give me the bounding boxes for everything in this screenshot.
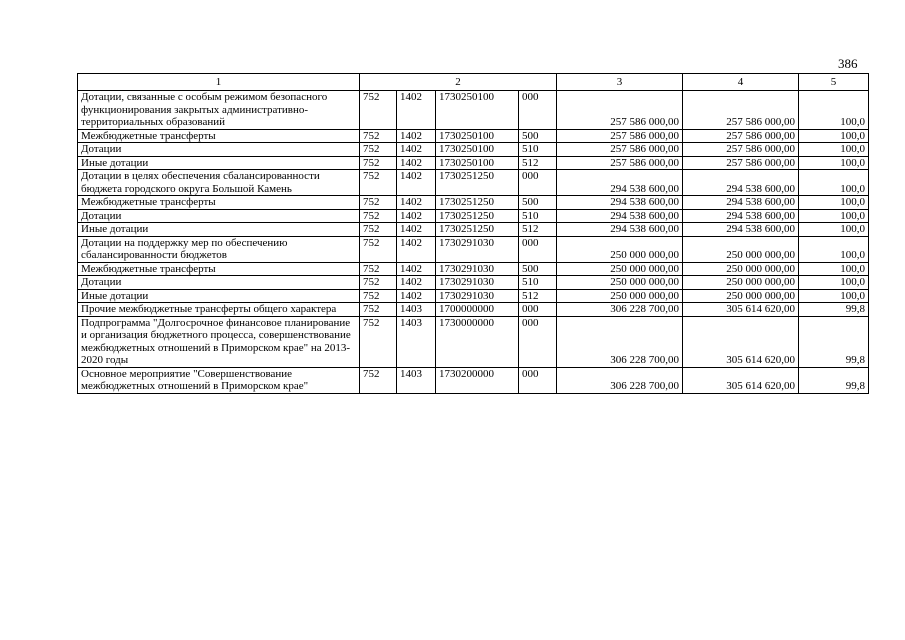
- cell-ved: 752: [360, 209, 397, 223]
- cell-percent: 100,0: [799, 170, 869, 196]
- cell-actual: 250 000 000,00: [683, 236, 799, 262]
- cell-rzpr: 1402: [397, 129, 436, 143]
- cell-plan: 294 538 600,00: [557, 209, 683, 223]
- table-row: [78, 236, 869, 262]
- cell-csr: 1730251250: [436, 209, 519, 223]
- cell-rzpr: 1403: [397, 367, 436, 393]
- cell-vr: 500: [519, 129, 557, 143]
- cell-plan: 250 000 000,00: [557, 289, 683, 303]
- cell-vr: 500: [519, 262, 557, 276]
- table-row: [78, 170, 869, 196]
- cell-percent: 99,8: [799, 316, 869, 367]
- cell-actual: 250 000 000,00: [683, 289, 799, 303]
- cell-percent: 100,0: [799, 143, 869, 157]
- cell-name: Дотации на поддержку мер по обеспечению сбалансированности бюджетов: [78, 236, 360, 262]
- table-body: [78, 74, 869, 394]
- cell-rzpr: 1403: [397, 316, 436, 367]
- cell-rzpr: 1402: [397, 236, 436, 262]
- cell-percent: 100,0: [799, 223, 869, 237]
- cell-csr: 1730250100: [436, 156, 519, 170]
- cell-plan: 250 000 000,00: [557, 236, 683, 262]
- cell-rzpr: 1402: [397, 196, 436, 210]
- cell-vr: 510: [519, 143, 557, 157]
- cell-percent: 100,0: [799, 276, 869, 290]
- table-row: [78, 209, 869, 223]
- cell-name: Дотации: [78, 276, 360, 290]
- cell-actual: 294 538 600,00: [683, 209, 799, 223]
- cell-actual: 257 586 000,00: [683, 91, 799, 130]
- column-header-4: 4: [683, 74, 799, 91]
- cell-actual: 305 614 620,00: [683, 367, 799, 393]
- cell-plan: 294 538 600,00: [557, 223, 683, 237]
- table-row: [78, 129, 869, 143]
- cell-actual: 250 000 000,00: [683, 276, 799, 290]
- cell-csr: 1730250100: [436, 129, 519, 143]
- cell-ved: 752: [360, 316, 397, 367]
- cell-actual: 305 614 620,00: [683, 316, 799, 367]
- cell-vr: 000: [519, 236, 557, 262]
- cell-vr: 000: [519, 303, 557, 317]
- table-row: [78, 262, 869, 276]
- cell-actual: 294 538 600,00: [683, 223, 799, 237]
- cell-rzpr: 1402: [397, 289, 436, 303]
- cell-plan: 306 228 700,00: [557, 316, 683, 367]
- cell-plan: 306 228 700,00: [557, 303, 683, 317]
- cell-name: Межбюджетные трансферты: [78, 196, 360, 210]
- cell-vr: 512: [519, 156, 557, 170]
- cell-csr: 1730291030: [436, 289, 519, 303]
- cell-actual: 257 586 000,00: [683, 156, 799, 170]
- cell-ved: 752: [360, 367, 397, 393]
- cell-ved: 752: [360, 236, 397, 262]
- cell-name: Иные дотации: [78, 156, 360, 170]
- cell-ved: 752: [360, 276, 397, 290]
- table-row: [78, 289, 869, 303]
- cell-ved: 752: [360, 156, 397, 170]
- cell-vr: 000: [519, 170, 557, 196]
- cell-percent: 99,8: [799, 367, 869, 393]
- cell-rzpr: 1402: [397, 209, 436, 223]
- cell-rzpr: 1402: [397, 156, 436, 170]
- cell-actual: 250 000 000,00: [683, 262, 799, 276]
- cell-vr: 512: [519, 223, 557, 237]
- cell-name: Межбюджетные трансферты: [78, 129, 360, 143]
- cell-rzpr: 1402: [397, 91, 436, 130]
- cell-csr: 1700000000: [436, 303, 519, 317]
- cell-plan: 257 586 000,00: [557, 143, 683, 157]
- cell-name: Основное мероприятие "Совершенствование межбюджетных отношений в Приморском крае": [78, 367, 360, 393]
- cell-rzpr: 1402: [397, 262, 436, 276]
- cell-rzpr: 1402: [397, 223, 436, 237]
- cell-vr: 510: [519, 276, 557, 290]
- cell-name: Дотации, связанные с особым режимом безопасного функционирования закрытых административно-территориальных образований: [78, 91, 360, 130]
- cell-vr: 512: [519, 289, 557, 303]
- cell-name: Подпрограмма "Долгосрочное финансовое планирование и организация бюджетного процесса, совершенствование межбюджетных отношений в Приморском крае" на 2013-2020 годы: [78, 316, 360, 367]
- cell-vr: 500: [519, 196, 557, 210]
- cell-name: Иные дотации: [78, 223, 360, 237]
- cell-plan: 306 228 700,00: [557, 367, 683, 393]
- header-row: [78, 74, 869, 91]
- cell-ved: 752: [360, 303, 397, 317]
- cell-vr: 000: [519, 91, 557, 130]
- cell-percent: 100,0: [799, 129, 869, 143]
- cell-plan: 257 586 000,00: [557, 91, 683, 130]
- cell-plan: 257 586 000,00: [557, 129, 683, 143]
- cell-plan: 250 000 000,00: [557, 262, 683, 276]
- column-header-5: 5: [799, 74, 869, 91]
- cell-ved: 752: [360, 170, 397, 196]
- cell-ved: 752: [360, 196, 397, 210]
- cell-csr: 1730251250: [436, 196, 519, 210]
- table-row: [78, 223, 869, 237]
- cell-plan: 250 000 000,00: [557, 276, 683, 290]
- cell-csr: 1730291030: [436, 236, 519, 262]
- cell-vr: 000: [519, 367, 557, 393]
- cell-actual: 294 538 600,00: [683, 170, 799, 196]
- cell-actual: 257 586 000,00: [683, 143, 799, 157]
- table-row: [78, 143, 869, 157]
- cell-rzpr: 1402: [397, 143, 436, 157]
- table-row: [78, 156, 869, 170]
- table-row: [78, 316, 869, 367]
- cell-percent: 100,0: [799, 156, 869, 170]
- cell-plan: 294 538 600,00: [557, 196, 683, 210]
- cell-percent: 100,0: [799, 289, 869, 303]
- cell-percent: 100,0: [799, 236, 869, 262]
- cell-name: Межбюджетные трансферты: [78, 262, 360, 276]
- cell-plan: 257 586 000,00: [557, 156, 683, 170]
- cell-percent: 100,0: [799, 262, 869, 276]
- cell-csr: 1730291030: [436, 276, 519, 290]
- cell-vr: 510: [519, 209, 557, 223]
- cell-csr: 1730251250: [436, 170, 519, 196]
- cell-rzpr: 1402: [397, 276, 436, 290]
- cell-ved: 752: [360, 289, 397, 303]
- cell-actual: 294 538 600,00: [683, 196, 799, 210]
- cell-csr: 1730250100: [436, 91, 519, 130]
- cell-ved: 752: [360, 129, 397, 143]
- cell-csr: 1730200000: [436, 367, 519, 393]
- cell-ved: 752: [360, 262, 397, 276]
- cell-ved: 752: [360, 91, 397, 130]
- cell-csr: 1730251250: [436, 223, 519, 237]
- table-row: [78, 303, 869, 317]
- cell-ved: 752: [360, 143, 397, 157]
- cell-name: Иные дотации: [78, 289, 360, 303]
- cell-name: Дотации: [78, 143, 360, 157]
- cell-plan: 294 538 600,00: [557, 170, 683, 196]
- cell-actual: 257 586 000,00: [683, 129, 799, 143]
- cell-vr: 000: [519, 316, 557, 367]
- column-header-1: 1: [78, 74, 360, 91]
- cell-percent: 100,0: [799, 209, 869, 223]
- cell-name: Дотации: [78, 209, 360, 223]
- cell-ved: 752: [360, 223, 397, 237]
- table-row: [78, 91, 869, 130]
- cell-actual: 305 614 620,00: [683, 303, 799, 317]
- cell-percent: 100,0: [799, 91, 869, 130]
- cell-name: Дотации в целях обеспечения сбалансированности бюджета городского округа Большой Камень: [78, 170, 360, 196]
- cell-percent: 99,8: [799, 303, 869, 317]
- table-row: [78, 276, 869, 290]
- cell-csr: 1730250100: [436, 143, 519, 157]
- page-number: 386: [838, 56, 858, 71]
- cell-csr: 1730291030: [436, 262, 519, 276]
- cell-csr: 1730000000: [436, 316, 519, 367]
- budget-table: [77, 73, 869, 394]
- cell-rzpr: 1402: [397, 170, 436, 196]
- cell-rzpr: 1403: [397, 303, 436, 317]
- table-row: [78, 367, 869, 393]
- column-header-3: 3: [557, 74, 683, 91]
- cell-percent: 100,0: [799, 196, 869, 210]
- cell-name: Прочие межбюджетные трансферты общего характера: [78, 303, 360, 317]
- column-header-2: 2: [360, 74, 557, 91]
- table-row: [78, 196, 869, 210]
